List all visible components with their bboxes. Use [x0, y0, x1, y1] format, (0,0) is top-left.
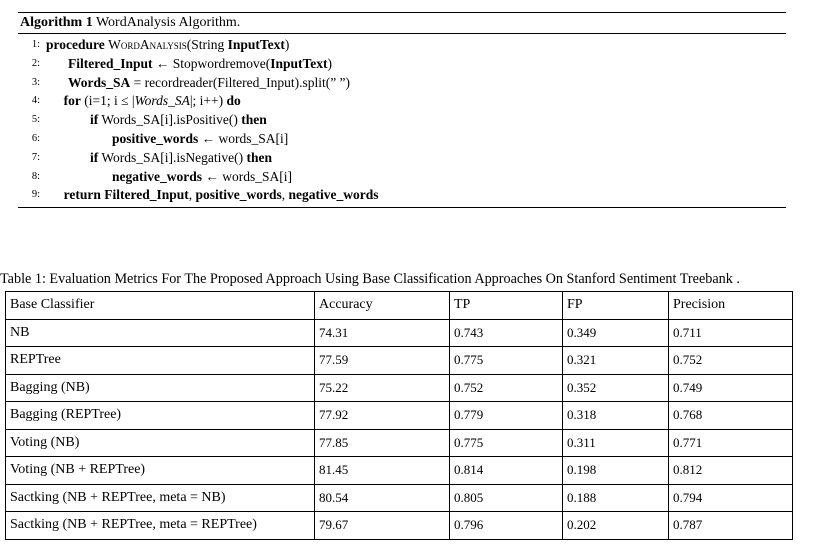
line-code: [90, 111, 267, 130]
metric-cell: 0.775: [450, 347, 563, 375]
table-row: [6, 512, 793, 540]
algorithm-label: Algorithm 1: [20, 15, 93, 30]
code-token: negative_words: [112, 168, 202, 184]
code-token: ← Stopwordremove(: [152, 55, 271, 71]
metric-cell: 0.188: [563, 484, 669, 512]
code-token: = recordreader(Filtered_Input).split(” ”): [130, 74, 351, 90]
table-row: [6, 457, 793, 485]
header-fp: FP: [563, 292, 669, 320]
metric-cell: 0.812: [669, 457, 793, 485]
code-token: then: [241, 112, 267, 128]
code-token: ): [284, 37, 290, 52]
line-code: [90, 149, 272, 168]
algorithm-line: [18, 149, 786, 168]
metric-cell: 0.743: [450, 319, 563, 347]
metric-cell: 77.59: [315, 347, 450, 375]
metrics-table: [5, 291, 793, 540]
metrics-table-body: [6, 292, 793, 540]
metric-cell: 0.794: [669, 484, 793, 512]
metric-cell: 0.202: [563, 512, 669, 540]
code-token: if: [90, 112, 99, 128]
metric-cell: 0.711: [669, 319, 793, 347]
code-token: return: [63, 187, 105, 203]
metric-cell: 77.92: [315, 402, 450, 430]
metric-cell: 0.814: [450, 457, 563, 485]
line-code: [46, 36, 289, 55]
line-number: 3:: [31, 76, 40, 88]
line-code: [68, 55, 332, 74]
code-token: ,: [188, 187, 196, 203]
table-header-row: [6, 292, 793, 320]
code-token: Words_SA[i].isPositive(): [98, 112, 242, 128]
header-precision: Precision: [669, 292, 793, 320]
metric-cell: 0.311: [563, 429, 669, 457]
table-caption: Table 1: Evaluation Metrics For The Proposed Approach Using Base Classification Approaches On Stanford Sentiment Treebank .: [0, 271, 740, 287]
algorithm-line: [18, 186, 786, 205]
code-token: for: [63, 93, 81, 109]
table-row: [6, 429, 793, 457]
metric-cell: 0.787: [669, 512, 793, 540]
line-number: 9:: [31, 189, 40, 201]
algorithm-lines: [18, 34, 786, 205]
header-tp: TP: [450, 292, 563, 320]
code-token: procedure: [46, 37, 109, 52]
metric-cell: 74.31: [315, 319, 450, 347]
code-token: if: [90, 149, 99, 165]
metric-cell: 0.318: [563, 402, 669, 430]
code-token: Filtered_Input: [104, 187, 189, 203]
metric-cell: 0.771: [669, 429, 793, 457]
table-row: [6, 374, 793, 402]
algorithm-line: [18, 55, 786, 74]
code-token: positive_words: [195, 187, 282, 203]
classifier-cell: Sactking (NB + REPTree, meta = NB): [6, 484, 315, 512]
line-code: [112, 168, 292, 187]
code-token: Filtered_Input: [68, 55, 153, 71]
algorithm-bottom-rule: [18, 207, 786, 208]
header-accuracy: Accuracy: [315, 292, 450, 320]
metric-cell: 81.45: [315, 457, 450, 485]
algorithm-name: WordAnalysis Algorithm.: [95, 15, 241, 30]
line-number: 6:: [31, 132, 40, 144]
line-number: 2:: [31, 57, 40, 69]
code-token: InputText: [270, 55, 328, 71]
algorithm-line: [18, 130, 786, 149]
algorithm-title: [18, 13, 786, 33]
metric-cell: 0.768: [669, 402, 793, 430]
table-row: [6, 402, 793, 430]
line-number: 1:: [31, 39, 40, 50]
line-code: [64, 92, 241, 111]
code-token: ,: [281, 187, 289, 203]
line-number: 7:: [31, 151, 40, 163]
code-token: ← words_SA[i]: [202, 168, 292, 184]
algorithm-line: [18, 74, 786, 93]
classifier-cell: Voting (NB + REPTree): [6, 457, 315, 485]
code-token: WordAnalysis: [108, 37, 187, 52]
line-number: 5:: [31, 114, 40, 126]
metric-cell: 0.796: [450, 512, 563, 540]
table-row: [6, 319, 793, 347]
algorithm-line: [18, 111, 786, 130]
algorithm-line: [18, 36, 786, 55]
code-token: do: [226, 93, 241, 109]
line-number: 4:: [31, 95, 40, 107]
metric-cell: 0.198: [563, 457, 669, 485]
line-code: [64, 186, 379, 205]
code-token: (String: [186, 37, 228, 52]
metric-cell: 0.749: [669, 374, 793, 402]
code-token: positive_words: [112, 130, 199, 146]
metric-cell: 0.752: [669, 347, 793, 375]
metric-cell: 0.805: [450, 484, 563, 512]
metric-cell: 0.779: [450, 402, 563, 430]
metric-cell: 79.67: [315, 512, 450, 540]
table-row: [6, 484, 793, 512]
classifier-cell: NB: [6, 319, 315, 347]
metric-cell: 0.775: [450, 429, 563, 457]
code-token: then: [246, 149, 273, 165]
code-token: Words_SA: [134, 93, 190, 109]
code-token: Words_SA[i].isNegative(): [98, 149, 247, 165]
header-base-classifier: Base Classifier: [6, 292, 315, 320]
metric-cell: 0.321: [563, 347, 669, 375]
metric-cell: 80.54: [315, 484, 450, 512]
classifier-cell: REPTree: [6, 347, 315, 375]
classifier-cell: Bagging (NB): [6, 374, 315, 402]
code-token: negative_words: [288, 187, 379, 203]
code-token: ): [327, 55, 333, 71]
metric-cell: 0.349: [563, 319, 669, 347]
line-code: [68, 74, 350, 93]
metric-cell: 0.352: [563, 374, 669, 402]
table-row: [6, 347, 793, 375]
metric-cell: 75.22: [315, 374, 450, 402]
code-token: |; i++): [189, 93, 227, 109]
algorithm-line: [18, 92, 786, 111]
code-token: (i=1; i ≤ |: [80, 93, 135, 109]
line-code: [112, 130, 288, 149]
classifier-cell: Sactking (NB + REPTree, meta = REPTree): [6, 512, 315, 540]
metric-cell: 77.85: [315, 429, 450, 457]
classifier-cell: Bagging (REPTree): [6, 402, 315, 430]
code-token: ← words_SA[i]: [198, 130, 289, 146]
classifier-cell: Voting (NB): [6, 429, 315, 457]
algorithm-line: [18, 168, 786, 187]
line-number: 8:: [31, 170, 40, 182]
code-token: InputText: [227, 37, 285, 52]
metric-cell: 0.752: [450, 374, 563, 402]
code-token: Words_SA: [68, 74, 131, 90]
algorithm-block: [18, 12, 786, 208]
